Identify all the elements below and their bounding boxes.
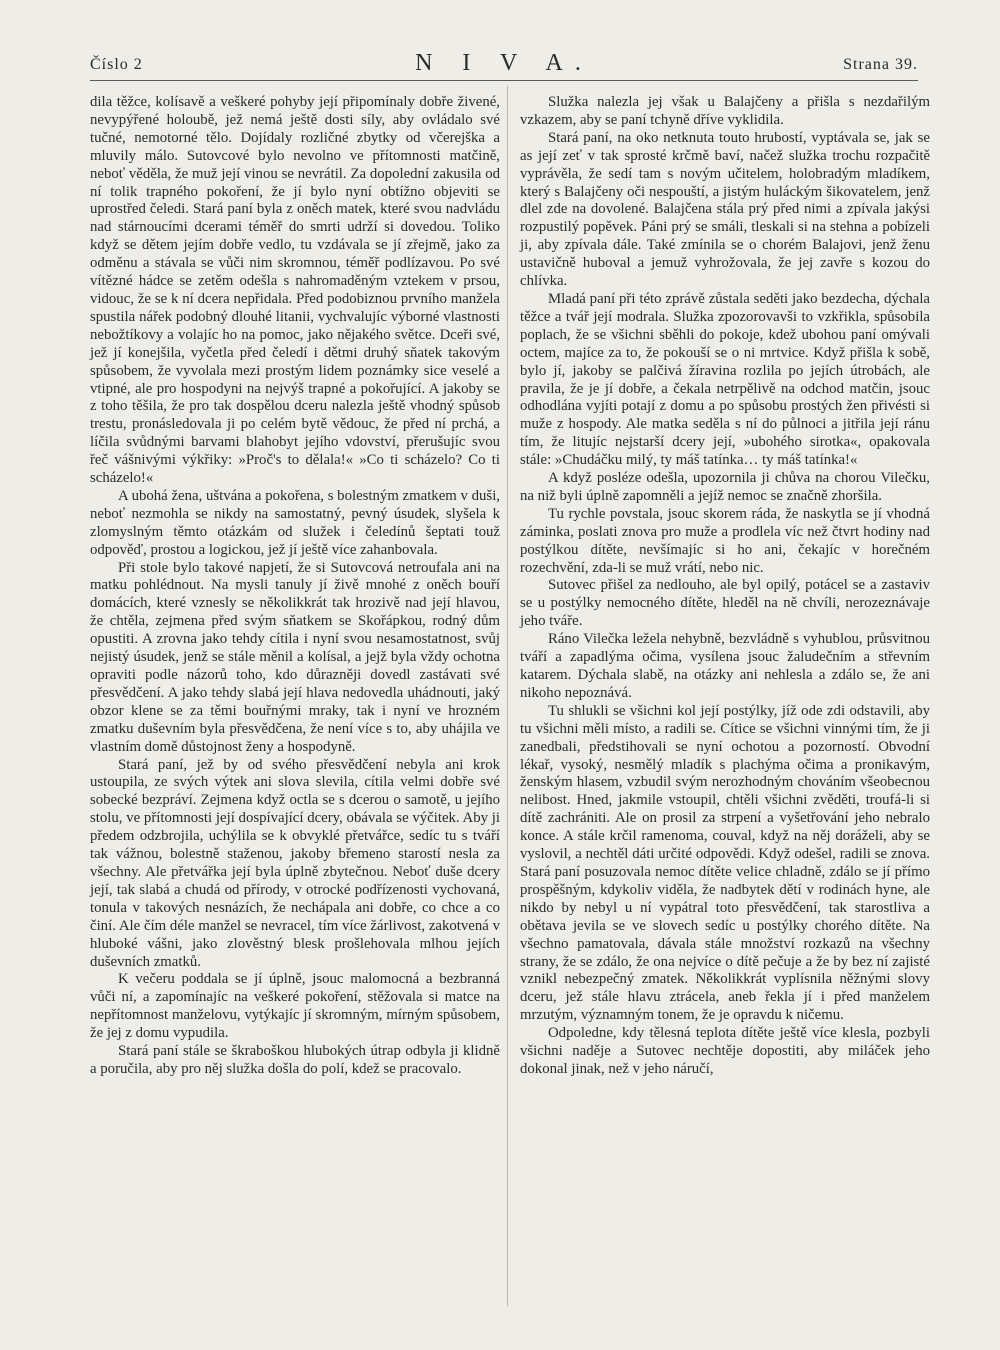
paragraph: dila těžce, kolísavě a veškeré pohyby její připomínaly dobře živené, nevypýřené holoubě, jež nemá ještě dosti síly, aby ovládalo své tučné, nemotorné tělo. Dojídaly rozličné zbytky od včerejška a mluvily málo. Sutovcové bylo nevolno ve přítomnosti matčině, neboť věděla, že muž její vinou se nevrátil. Za dopolední zakusila od ní tolik trapného pokoření, že jí bylo nyní obtížno objeviti se uprostřed čeledi. Stará paní byla z oněch matek, které svou nadvládu nad stárnoucími dcerami téměř do smrti udrží si dovedou. Toliko když se dětem jejím dobře vedlo, tu vzdávala se jí zřejmě, jako za odměnu a stávala se vůči nim skromnou, téměř podlízavou. Po své vítězné hádce se zetěm odešla s nahromaděným vztekem v prsou, vidouc, že se k ní dcera nepřidala. Před podobiznou prvního manžela spustila nářek podobný dlouhé litanii, vychvalujíc výborné vlastnosti nebožtíkovy a volajíc ho na pomoc, jako nějakého světce. Dceři své, jež jí konejšila, vyčetla před čeledí i dětmi druhý sňatek takovým spůsobem, že vyvolala mezi prostým lidem poznámky sice veselé a vtipné, ale pro hospodyni na nejvýš trapné a pokořující. A jakoby se z toho těšila, že pro tak dospělou dceru nalezla ještě vhodný spůsob trestu, pronásledovala ji po celém bytě vědouc, že před ní prchá, a líčila svůdnými barvami blahobyt jejího vdovství, přerušujíc svou řeč vášnivými výkřiky: »Proč's to dělala!« »Co ti scházelo? Co ti scházelo!« bbox=[90, 94, 500, 487]
right-column bbox=[520, 94, 930, 1079]
paragraph: Mladá paní při této zprávě zůstala seděti jako bezdecha, dýchala těžce a tvář její modrala. Služka zpozorovavši to vzkřikla, spůsobila poplach, že se všichni sběhli do pokoje, kdež ubohou paní omývali octem, majíce za to, že pokouší se o ni mrtvice. Když přišla k sobě, bylo jí, jakoby se palčivá žíravina rozlila po jejích útrobách, ale pravila, že je jí dobře, a čekala netrpělivě na odchod matčin, jsouc odhodlána vyjíti potají z domu a po spůsobu prostých žen přivésti si muže z hospody. Ale matka seděla s ní do půlnoci a jitřila její ránu tím, že litujíc nejstarší dcery její, »ubohého sirotka«, opakovala stále: »Chudáčku milý, ty máš tatínka… ty máš tatínka!« bbox=[520, 290, 930, 469]
column-divider bbox=[507, 86, 508, 1306]
paragraph: Při stole bylo takové napjetí, že si Sutovcová netroufala ani na matku pohlédnout. Na mysli tanuly jí živě mnohé z oněch bouří domácích, které vznesly se několikkrát tak hrozivě nad její hlavou, že chtěla, zejmena před svým sňatkem se Skořápkou, rodný dům opustiti. A zrovna jako tehdy cítila i nyní svou nesamostatnost, svůj nejistý úsudek, jenž se stále měnil a kolísal, a jejž byla vždy ochotna opraviti podle názorů toho, kdo důrazněji dovedl zastávati své přesvědčení. A jako tehdy slabá její hlava nedovedla uhádnouti, jaký obzor klene se za těmi bouřnými mraky, tak i nyní ve hrozném zmatku duševním byla přesvědčena, že není více s to, aby uhájila ve vlastním domě důstojnost ženy a hospodyně. bbox=[90, 559, 500, 755]
paragraph: Tu shlukli se všichni kol její postýlky, jíž ode zdi odstavili, aby tu všichni měli místo, a radili se. Cítice se všichni vinnými tím, že ji zanedbali, předstihovali se nyní ochotou a pozorností. Obvodní lékař, vysoký, nesmělý mladík s plachýma očima a pronikavým, ženským hlasem, vzbudil svým nerozhodným chováním všeobecnou nelibost. Hned, jakmile vstoupil, chtěli všichni zvěděti, troufá-li si dítě zachrániti. Ale on prosil za strpení a vyšetřování jeho nebralo konce. A stále krčil ramenoma, couval, když na něj doráželi, aby se vyslovil, a nechtěl dáti určité odpovědi. Když odešel, radili se znova. Stará paní posuzovala nemoc dítěte velice chladně, zdálo se jí přímo prospěšným, kdykoliv viděla, že nadbytek dětí v rodinách hyne, ale nikdo by nebyl u ní vypátral toto přesvědčení, tak starostliva a obětava jevila se ve slovech sedíc u postýlky chorého dítěte. Na všechno pamatovala, dávala stále množství rozkazů na všechny strany, že se zdálo, že ona nejvíce o dítě pečuje a že by bez ní zajisté vznikl nebezpečný zmatek. Několikkrát vyplísnila něžnými slovy dceru, jež stále hlavu ztrácela, aneb řekla jí i před manželem mrzutým, významným tonem, že je opravdu k ničemu. bbox=[520, 702, 930, 1024]
page-number: Strana 39. bbox=[843, 56, 918, 73]
header-rule bbox=[90, 80, 918, 81]
paragraph: A ubohá žena, uštvána a pokořena, s bolestným zmatkem v duši, neboť nezmohla se nikdy na samostatný, pevný úsudek, slyšela k zlomyslným těmto otázkám od služek i čeledínů šeptati touž odpověď, prostou a logickou, jež jí ještě více zahanbovala. bbox=[90, 487, 500, 558]
paragraph: Stará paní stále se škraboškou hlubokých útrap odbyla ji klidně a poručila, aby pro něj služka došla do polí, kdež se pracovalo. bbox=[90, 1043, 500, 1077]
page-header bbox=[90, 50, 918, 76]
periodical-title: N I V A. bbox=[415, 50, 593, 76]
paragraph: Tu rychle povstala, jsouc skorem ráda, že naskytla se jí vhodná záminka, poslati znova pro muže a prodlela víc než čtvrt hodiny nad postýlkou dítěte, nevšímajíc si ho ani, čekajíc v horečném rozechvění, zda-li se muž vrátí, nebo nic. bbox=[520, 505, 930, 576]
paragraph: Stará paní, na oko netknuta touto hrubostí, vyptávala se, jak se as její zeť v tak sprosté krčmě baví, načež služka trochu rozpačitě vyprávěla, že sedí tam s novým učitelem, holobradým mladíkem, který s Balajčeny oči nespouští, a jistým huláckým šikovatelem, jenž dlel zde na dovolené. Balajčena stála prý před nimi a zpívala jakýsi rozpustilý popěvek. Páni prý se smáli, tleskali si na stehna a pobízeli ji, aby zpívala dále. Také zmínila se o chorém Balajovi, jenž ženu ustavičně huboval a jemuž vyhrožovala, že jej zavře s kozou do chlívka. bbox=[520, 129, 930, 290]
paragraph: A když posléze odešla, upozornila ji chůva na chorou Vilečku, na niž byli úplně zapomněli a jejíž nemoc se značně zhoršila. bbox=[520, 470, 930, 504]
issue-number: Číslo 2 bbox=[90, 56, 143, 73]
left-column bbox=[90, 94, 500, 1079]
paragraph: Odpoledne, kdy tělesná teplota dítěte ještě více klesla, pozbyli všichni naděje a Sutovec nechtěje dopostiti, aby miláček jeho dokonal jinak, než v jeho náručí, bbox=[520, 1025, 930, 1077]
paragraph: Ráno Vilečka ležela nehybně, bezvládně s vyhublou, průsvitnou tváří a zapadlýma očima, vysílena jsouc žaludečním a střevním katarem. Dýchala slabě, na otázky ani nehlesla a zdálo se, že ani nikoho nepoznává. bbox=[520, 631, 930, 701]
paragraph: Stará paní, jež by od svého přesvědčení nebyla ani krok ustoupila, ze svých výtek ani slova slevila, cítila velmi dobře své sobecké bezpráví. Zejmena když octla se s dcerou o samotě, u jejího stolu, ve přítomnosti její dospívající dcery, obávala se výčitek. Aby ji předem odzbrojila, uchýlila se k obvyklé přetvářce, sedíc tu s tváří tak vážnou, bolestně staženou, jakoby břemeno starostí nesla za všechny. Ale přetvářka její byla úplně zbytečnou. Neboť duše dcery její, tak slabá a chudá od přírody, v otrocké podřízenosti vychovaná, tonula v takových nesnázích, že nechápala ani dobře, co chce a co činí. Ale čím déle manžel se nevracel, tím více žárlivost, zakotvená v hluboké vášni, jako zlověstný blesk prošlehovala mlhou jejích duševních zmatků. bbox=[90, 756, 500, 970]
paragraph: K večeru poddala se jí úplně, jsouc malomocná a bezbranná vůči ní, a zapomínajíc na veškeré pokoření, stěžovala si matce na nepřítomnost manželovu, vytýkajíc jí skromným, mírným spůsobem, že jej z domu vypudila. bbox=[90, 971, 500, 1042]
paragraph: Sutovec přišel za nedlouho, ale byl opilý, potácel se a zastaviv se u postýlky nemocného dítěte, hleděl na ně chvíli, nerozeznávaje jeho tváře. bbox=[520, 577, 930, 630]
paragraph: Služka nalezla jej však u Balajčeny a přišla s nezdařilým vzkazem, aby se paní tchyně dříve vyklidila. bbox=[520, 94, 930, 128]
